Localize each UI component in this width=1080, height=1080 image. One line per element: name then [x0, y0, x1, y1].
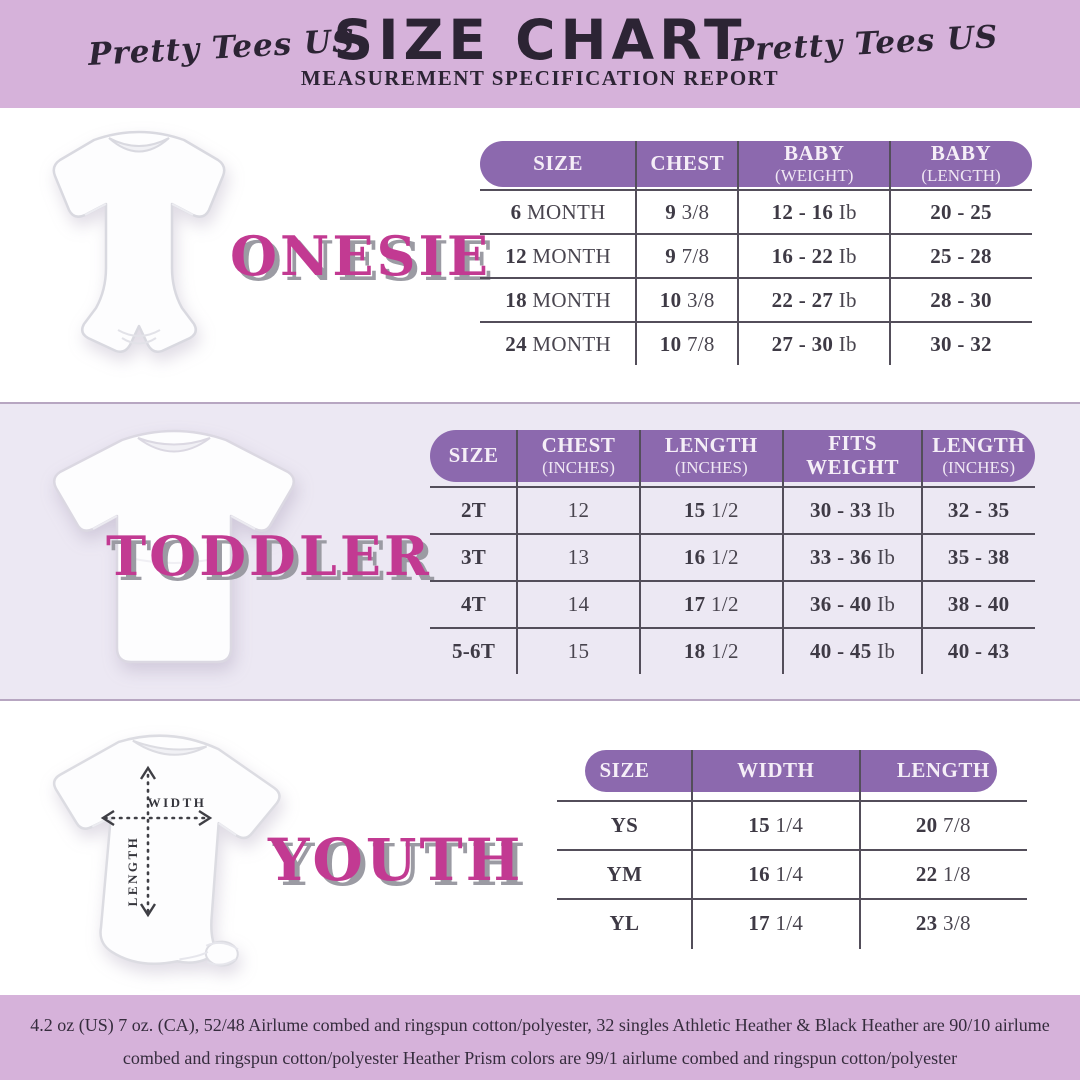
table-row [480, 321, 1032, 365]
table-row [480, 189, 1032, 233]
table-header-cell: BABY (WEIGHT) [775, 141, 854, 185]
table-cell: 4T [461, 592, 487, 616]
table-cell: 27 - 30 Ib [771, 331, 857, 356]
table-cell: 20 7/8 [915, 813, 971, 837]
fabric-spec-text: 4.2 oz (US) 7 oz. (CA), 52/48 Airlume combed and ringspun cotton/polyester, 32 singles Athletic Heather & Black Heather are 90/10 airlume combed and ringspun cotton/polyester Heather Prism colors are 99/1 airlume combed and ringspun cotton/polyester [30, 1015, 1050, 1069]
section-divider [0, 699, 1080, 701]
table-cell: 17 1/4 [748, 911, 804, 935]
table-row [557, 898, 1027, 947]
table-cell: 20 - 25 [930, 199, 992, 224]
table-column-line [859, 750, 861, 949]
table-row [430, 486, 1035, 533]
table-cell: 10 7/8 [659, 331, 715, 356]
table-header-cell: LENGTH (INCHES) [664, 433, 758, 477]
table-cell: 9 3/8 [665, 199, 710, 224]
table-header-cell: LENGTH [896, 758, 990, 783]
table-row [430, 580, 1035, 627]
table-cell: 16 1/4 [748, 862, 804, 886]
table-cell: 28 - 30 [930, 287, 992, 312]
table-cell: 22 1/8 [915, 862, 971, 886]
table-cell: YL [609, 911, 640, 935]
table-column-line [889, 141, 891, 365]
onesie-section [0, 108, 1080, 403]
table-cell: 13 [567, 545, 590, 569]
table-cell: YS [610, 813, 639, 837]
table-cell: 12 MONTH [505, 243, 611, 268]
section-divider [0, 402, 1080, 404]
table-column-line [516, 430, 518, 674]
onesie-label: ONESIE [230, 224, 491, 288]
onesie-image [22, 118, 257, 388]
toddler-section [0, 404, 1080, 700]
table-column-line [737, 141, 739, 365]
table-cell: 2T [461, 498, 487, 522]
table-cell: 5-6T [451, 639, 496, 663]
table-cell: 25 - 28 [930, 243, 992, 268]
table-header-cell: SIZE [533, 151, 584, 176]
table-cell: 24 MONTH [505, 331, 611, 356]
table-cell: 12 [567, 498, 590, 522]
table-cell: 9 7/8 [665, 243, 710, 268]
toddler-label: TODDLER [106, 524, 432, 588]
table-row [557, 849, 1027, 898]
youth-label: YOUTH [268, 826, 524, 894]
brand-script-right: Pretty Tees US [729, 19, 999, 69]
table-cell: 16 1/2 [683, 545, 739, 569]
table-row [430, 627, 1035, 674]
table-header-cell: WIDTH [737, 758, 815, 783]
table-cell: 40 - 45 Ib [809, 639, 896, 663]
table-cell: 30 - 33 Ib [809, 498, 896, 522]
table-cell: 16 - 22 Ib [771, 243, 857, 268]
table-cell: 35 - 38 [947, 545, 1010, 569]
table-cell: 30 - 32 [930, 331, 992, 356]
table-column-line [782, 430, 784, 674]
table-row [557, 800, 1027, 849]
table-column-line [921, 430, 923, 674]
table-cell: 36 - 40 Ib [809, 592, 896, 616]
table-cell: 40 - 43 [947, 639, 1010, 663]
table-row [430, 533, 1035, 580]
width-dimension-label: WIDTH [147, 795, 207, 810]
table-column-line [639, 430, 641, 674]
table-cell: 12 - 16 Ib [771, 199, 857, 224]
table-cell: 10 3/8 [659, 287, 715, 312]
table-row [480, 233, 1032, 277]
table-cell: 14 [567, 592, 590, 616]
brand-script-left: Pretty Tees US [87, 23, 357, 73]
youth-section [0, 700, 1080, 995]
report-subtitle: MEASUREMENT SPECIFICATION REPORT [300, 66, 780, 90]
table-cell: 33 - 36 Ib [809, 545, 896, 569]
header-band [0, 0, 1080, 108]
table-header-cell: SIZE [599, 758, 650, 783]
table-header-cell: FITS WEIGHT [806, 431, 899, 479]
table-cell: 15 [567, 639, 590, 663]
table-row [480, 277, 1032, 321]
table-header-row [557, 750, 1027, 792]
table-header-cell: CHEST (INCHES) [541, 433, 616, 477]
table-cell: 22 - 27 Ib [771, 287, 857, 312]
table-header-row [430, 430, 1035, 482]
table-header-cell: SIZE [448, 443, 499, 468]
table-cell: 38 - 40 [947, 592, 1010, 616]
table-header-cell: CHEST [650, 151, 725, 176]
table-cell: 3T [461, 545, 487, 569]
table-header-row [480, 141, 1032, 187]
table-cell: 32 - 35 [947, 498, 1010, 522]
table-header-cell: BABY (LENGTH) [921, 141, 1001, 185]
table-cell: 18 1/2 [683, 639, 739, 663]
table-cell: 15 1/2 [683, 498, 739, 522]
table-cell: 18 MONTH [505, 287, 611, 312]
youth-size-table [557, 750, 1027, 947]
table-cell: YM [606, 862, 643, 886]
size-chart-title: SIZE CHART [333, 8, 747, 72]
onesie-size-table [480, 141, 1032, 365]
table-column-line [635, 141, 637, 365]
toddler-size-table [430, 430, 1035, 674]
table-cell: 23 3/8 [915, 911, 971, 935]
table-column-line [691, 750, 693, 949]
footer-band [0, 995, 1080, 1080]
length-dimension-label: LENGTH [125, 835, 140, 907]
table-cell: 17 1/2 [683, 592, 739, 616]
table-cell: 15 1/4 [748, 813, 804, 837]
table-cell: 6 MONTH [510, 199, 606, 224]
table-header-cell: LENGTH (INCHES) [932, 433, 1026, 477]
